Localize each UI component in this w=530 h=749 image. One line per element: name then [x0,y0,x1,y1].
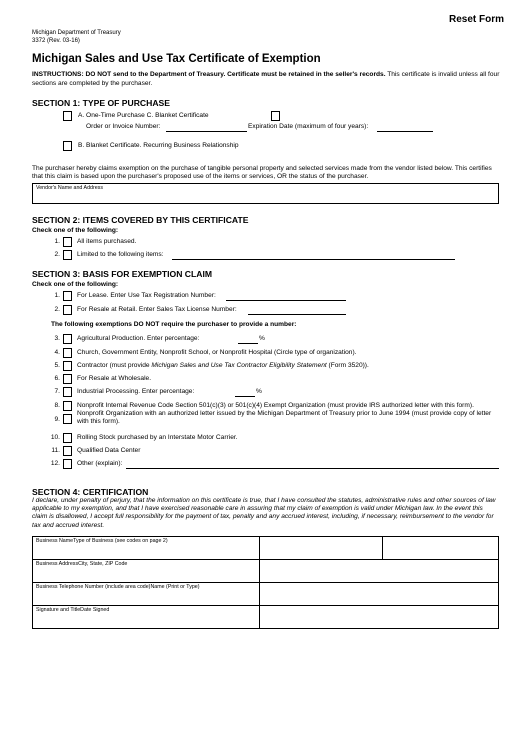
s3-item-text: For Lease. Enter Use Tax Registration Number: [77,292,216,299]
business-name-field[interactable] [33,537,260,560]
industrial-percentage-input[interactable] [235,396,255,397]
agricultural-label: Agricultural Production. Enter percentage: [77,335,200,342]
checkbox-contractor[interactable] [63,361,72,371]
s3-item-num: 3. [54,335,60,342]
other-label: Other (explain): [77,460,123,467]
option-a-label: A. One-Time Purchase C. Blanket Certificate [78,112,209,119]
s2-item-num: 1. [54,238,60,245]
s3-item-num: 6. [54,375,60,382]
s3-item-num: 8. [54,402,60,409]
checkbox-agricultural[interactable] [63,334,72,344]
order-number-label: Order or Invoice Number: [86,123,161,130]
s3-item-text: For Resale at Retail. Enter Sales Tax License Number: [77,306,237,313]
checkbox-all-items[interactable] [63,237,72,247]
print-name-label: Name (Print or Type) [150,584,200,590]
agricultural-percentage-input[interactable] [238,343,258,344]
section2-check-one: Check one of the following: [32,227,119,234]
church-government-label: Church, Government Entity, Nonprofit School, or Nonprofit Hospital (Circle type of organization). [77,349,357,356]
date-signed-field[interactable] [259,606,498,629]
checkbox-church-government[interactable] [63,348,72,358]
resale-wholesale-label: For Resale at Wholesale. [77,375,152,382]
nonprofit-letter-label: Nonprofit Organization with an authorized letter issued by the Michigan Department of Treasury prior to June 1994 (must provide copy of letter with this form). [77,410,492,426]
section2-heading: SECTION 2: ITEMS COVERED BY THIS CERTIFICATE [32,215,249,225]
s3-item-num: 1. [54,292,60,299]
department-name: Michigan Department of Treasury [32,30,121,36]
limited-items-input[interactable] [172,259,455,260]
s3-item-num: 11. [51,447,60,454]
business-phone-label: Business Telephone Number (include area code) [36,584,151,590]
certification-table [32,536,499,629]
checkbox-other[interactable] [63,459,72,469]
section3-check-one: Check one of the following: [32,281,119,288]
contractor-post: (Form 3520)). [326,362,369,369]
business-type-field[interactable] [383,537,499,560]
signature-title-field[interactable] [33,606,260,629]
s3-item-num: 9. [54,416,60,423]
checkbox-for-resale-retail[interactable] [63,305,72,315]
section1-heading: SECTION 1: TYPE OF PURCHASE [32,98,170,108]
checkbox-nonprofit-501c[interactable] [63,401,72,411]
expiration-date-input[interactable] [377,131,433,132]
business-address-field[interactable] [33,560,260,583]
s3-item-num: 10. [50,434,60,441]
checkbox-rolling-stock[interactable] [63,433,72,443]
section4-heading: SECTION 4: CERTIFICATION [32,487,149,497]
s2-item-text: Limited to the following items: [77,251,164,258]
vendor-name-address-field[interactable] [32,183,499,204]
industrial-pct-sign: % [256,388,262,395]
checkbox-recurring-blanket[interactable] [63,141,72,151]
use-tax-registration-input[interactable] [226,300,346,301]
s2-item-text: All items purchased. [77,238,137,245]
city-state-zip-label: City, State, ZIP Code [78,561,128,567]
industrial-processing-label: Industrial Processing. Enter percentage: [77,388,195,395]
nonprofit-501c-label: Nonprofit Internal Revenue Code Section 501(c)(3) or 501(c)(4) Exempt Organization (must provide IRS authorized letter with this form). [77,402,474,409]
sales-tax-license-input[interactable] [248,314,346,315]
no-number-note: The following exemptions DO NOT require the purchaser to provide a number: [51,321,297,328]
rolling-stock-label: Rolling Stock purchased by an Interstate Motor Carrier. [77,434,238,441]
expiration-date-label: Expiration Date (maximum of four years): [248,123,369,130]
contractor-label [77,362,369,370]
s3-item-num: 12. [50,460,60,467]
vendor-label: Vendor's Name and Address [36,185,103,191]
business-type-label: Type of Business (see codes on page 2) [73,538,168,544]
instructions-rest: This certificate is invalid unless all four sections are completed by the purchaser. [32,71,500,87]
checkbox-nonprofit-letter[interactable] [63,414,72,424]
checkbox-limited-items[interactable] [63,250,72,260]
order-number-input[interactable] [166,131,247,132]
signature-title-label: Signature and Title [36,607,81,613]
reset-form-button[interactable]: Reset Form [448,14,504,25]
checkbox-one-time-purchase[interactable] [63,111,72,121]
checkbox-resale-wholesale[interactable] [63,374,72,384]
other-explain-input[interactable] [126,468,499,469]
checkbox-blanket-certificate[interactable] [271,111,280,121]
date-signed-label: Date Signed [80,607,110,613]
s3-item-num: 4. [54,349,60,356]
contractor-pre: Contractor (must provide [77,362,152,369]
checkbox-industrial-processing[interactable] [63,387,72,397]
agricultural-pct-sign: % [259,335,265,342]
s2-item-num: 2. [54,251,60,258]
data-center-label: Qualified Data Center [77,447,141,454]
department-info [32,30,121,45]
checkbox-for-lease[interactable] [63,291,72,301]
print-name-field[interactable] [259,583,498,606]
instructions-bold: INSTRUCTIONS: DO NOT send to the Department of Treasury. Certificate must be retained in the seller's records. [32,71,386,78]
s3-item-num: 7. [54,388,60,395]
section3-heading: SECTION 3: BASIS FOR EXEMPTION CLAIM [32,269,213,279]
contractor-italic: Michigan Sales and Use Tax Contractor Eligibility Statement [151,362,327,369]
form-number: 3372 (Rev. 03-16) [32,37,80,44]
s3-item-num: 2. [54,306,60,313]
page-title: Michigan Sales and Use Tax Certificate of Exemption [32,53,321,65]
claim-text: The purchaser hereby claims exemption on the purchase of tangible personal property and selected services made from the vendor listed below. This certifies that this claim is based upon the purchaser's proposed use of the items or services, OR the status of the purchaser. [32,165,492,181]
checkbox-data-center[interactable] [63,446,72,456]
business-name-field-ext[interactable] [259,537,382,560]
instructions [32,71,502,88]
business-name-label: Business Name [36,538,74,544]
business-address-label: Business Address [36,561,79,567]
city-state-zip-field[interactable] [259,560,498,583]
business-phone-field[interactable] [33,583,260,606]
certification-text: I declare, under penalty of perjury, that the information on this certificate is true, that I have consulted the statutes, administrative rules and other sources of law applicable to my exemption, and that I have exercised reasonable care in assuring that my claim of exemption is valid under Michigan law. In the event this claim is disallowed, I accept full responsibility for the payment of tax, penalty and any accrued interest, including, if necessary, reimbursement to the vendor for tax and accrued interest. [32,497,496,529]
s3-item-num: 5. [54,362,60,369]
option-b-label: B. Blanket Certificate. Recurring Business Relationship [78,142,239,149]
